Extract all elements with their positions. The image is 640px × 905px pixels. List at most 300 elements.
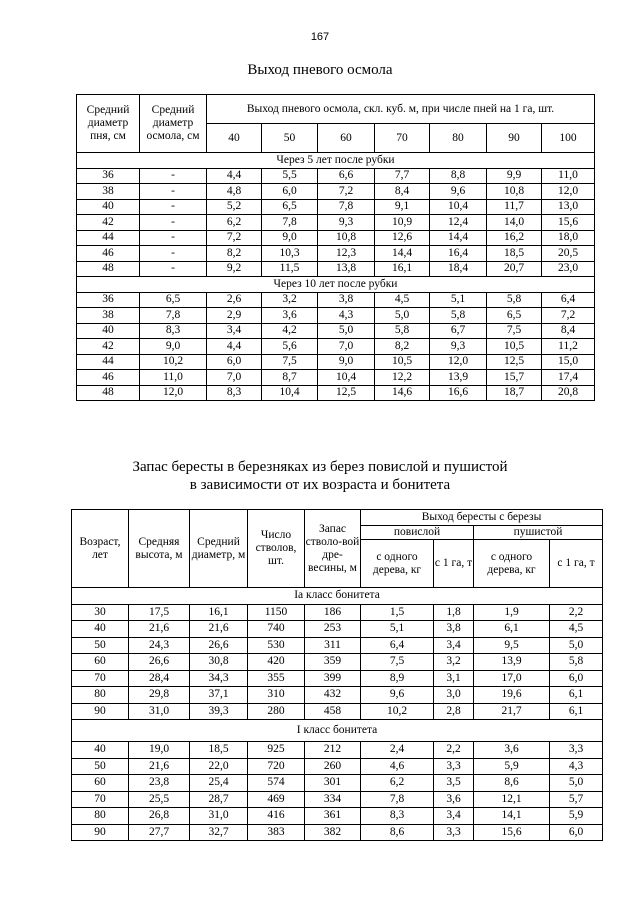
table-cell: 3,3	[434, 758, 474, 775]
table2-title	[0, 458, 640, 494]
table-cell: 3,8	[318, 292, 375, 308]
table-cell: 8,4	[542, 323, 595, 339]
table-cell: 10,3	[262, 246, 318, 262]
table-cell: 12,0	[140, 385, 207, 401]
table-cell: 11,2	[542, 339, 595, 355]
table-cell: 6,1	[474, 621, 550, 638]
table-cell: 574	[248, 775, 305, 792]
table-cell: 6,0	[550, 824, 603, 841]
table-cell: 14,4	[430, 230, 487, 246]
table-cell: 26,8	[129, 808, 190, 825]
table-cell: 3,8	[434, 621, 474, 638]
table-cell: 720	[248, 758, 305, 775]
table-cell: 48	[77, 261, 140, 277]
table-row	[72, 670, 603, 687]
table-cell: 8,6	[474, 775, 550, 792]
table-cell: -	[140, 230, 207, 246]
header-count: 60	[318, 124, 375, 153]
table-cell: 4,6	[361, 758, 434, 775]
table-cell: 6,6	[318, 168, 375, 184]
section-label: I класс бонитета	[72, 720, 603, 742]
header-age: Возраст, лет	[72, 510, 129, 588]
table-cell: 8,4	[375, 184, 430, 200]
header-per-ha: с 1 га, т	[550, 540, 603, 588]
table-row	[72, 654, 603, 671]
table-cell: 18,5	[190, 742, 248, 759]
table-cell: 28,4	[129, 670, 190, 687]
table-row	[77, 385, 595, 401]
table-cell: 6,7	[430, 323, 487, 339]
table-cell: 9,0	[318, 354, 375, 370]
table-cell: 5,9	[550, 808, 603, 825]
table-cell: 10,5	[375, 354, 430, 370]
table-cell: 5,0	[318, 323, 375, 339]
table-cell: 40	[72, 621, 129, 638]
header-stem-count: Число стволов, шт.	[248, 510, 305, 588]
table-cell: 36	[77, 168, 140, 184]
table-cell: 26,6	[190, 637, 248, 654]
table-cell: 3,4	[434, 637, 474, 654]
table-cell: 8,6	[361, 824, 434, 841]
table-cell: 23,0	[542, 261, 595, 277]
table-cell: 4,2	[262, 323, 318, 339]
table-cell: 9,0	[140, 339, 207, 355]
table-cell: 1150	[248, 604, 305, 621]
table-row	[72, 775, 603, 792]
table-cell: 18,0	[542, 230, 595, 246]
table-cell: 70	[72, 670, 129, 687]
table-cell: 432	[305, 687, 361, 704]
table-cell: 7,8	[262, 215, 318, 231]
table-cell: 5,1	[361, 621, 434, 638]
table-cell: 7,0	[318, 339, 375, 355]
table-row	[77, 308, 595, 324]
table-cell: 12,4	[430, 215, 487, 231]
table-cell: 7,5	[262, 354, 318, 370]
table-cell: 3,2	[434, 654, 474, 671]
table-cell: 12,6	[375, 230, 430, 246]
table-cell: 12,0	[542, 184, 595, 200]
table-cell: 44	[77, 354, 140, 370]
table-cell: 31,0	[190, 808, 248, 825]
table-cell: 31,0	[129, 703, 190, 720]
table-cell: 13,0	[542, 199, 595, 215]
table-cell: 5,8	[430, 308, 487, 324]
table-cell: 60	[72, 654, 129, 671]
section-label: Через 10 лет после рубки	[77, 277, 595, 293]
table-row	[72, 742, 603, 759]
table-cell: 7,2	[318, 184, 375, 200]
table-cell: 6,0	[207, 354, 262, 370]
table-row	[77, 354, 595, 370]
table-cell: 14,1	[474, 808, 550, 825]
table-cell: 5,6	[262, 339, 318, 355]
table-cell: 311	[305, 637, 361, 654]
table-cell: 4,8	[207, 184, 262, 200]
table-cell: 8,7	[262, 370, 318, 386]
table-cell: 37,1	[190, 687, 248, 704]
table-cell: 12,5	[318, 385, 375, 401]
table-cell: 20,7	[487, 261, 542, 277]
table-cell: 9,3	[430, 339, 487, 355]
table-cell: 14,0	[487, 215, 542, 231]
table-cell: 13,8	[318, 261, 375, 277]
table-cell: 3,2	[262, 292, 318, 308]
table-cell: 32,7	[190, 824, 248, 841]
table-cell: 5,8	[375, 323, 430, 339]
table-row	[77, 323, 595, 339]
table-cell: 9,9	[487, 168, 542, 184]
table-cell: 30,8	[190, 654, 248, 671]
table-cell: 6,4	[542, 292, 595, 308]
table-cell: -	[140, 199, 207, 215]
table-cell: -	[140, 168, 207, 184]
table-cell: 20,8	[542, 385, 595, 401]
table-cell: 48	[77, 385, 140, 401]
table-cell: 7,2	[207, 230, 262, 246]
table-cell: 15,6	[542, 215, 595, 231]
table-cell: 6,5	[262, 199, 318, 215]
table-cell: 14,4	[375, 246, 430, 262]
table-row	[72, 758, 603, 775]
table-cell: 11,5	[262, 261, 318, 277]
table-cell: -	[140, 261, 207, 277]
table-cell: 186	[305, 604, 361, 621]
table-cell: 25,5	[129, 791, 190, 808]
section-row	[77, 153, 595, 169]
table-cell: 260	[305, 758, 361, 775]
section-label: Через 5 лет после рубки	[77, 153, 595, 169]
table-cell: 212	[305, 742, 361, 759]
table-cell: 4,5	[375, 292, 430, 308]
table-cell: 359	[305, 654, 361, 671]
table-cell: 27,7	[129, 824, 190, 841]
table-cell: 80	[72, 808, 129, 825]
table-cell: 18,7	[487, 385, 542, 401]
section-row	[72, 720, 603, 742]
table-cell: 34,3	[190, 670, 248, 687]
table-cell: -	[140, 184, 207, 200]
table-cell: 355	[248, 670, 305, 687]
table-row	[72, 824, 603, 841]
table-cell: 6,0	[262, 184, 318, 200]
table-cell: 6,1	[550, 703, 603, 720]
header-resin-diameter: Средний диаметр осмола, см	[140, 95, 207, 153]
table-cell: 420	[248, 654, 305, 671]
table-cell: 7,5	[487, 323, 542, 339]
table-cell: 21,6	[190, 621, 248, 638]
table-cell: 301	[305, 775, 361, 792]
table-cell: 5,8	[550, 654, 603, 671]
table-cell: 2,2	[550, 604, 603, 621]
table-cell: 2,9	[207, 308, 262, 324]
table-cell: 5,1	[430, 292, 487, 308]
table-cell: 50	[72, 637, 129, 654]
table-cell: 16,4	[430, 246, 487, 262]
table-cell: 3,4	[434, 808, 474, 825]
table-cell: 16,2	[487, 230, 542, 246]
header-count: 80	[430, 124, 487, 153]
table-cell: 6,1	[550, 687, 603, 704]
table-row	[77, 339, 595, 355]
table-cell: -	[140, 215, 207, 231]
table-cell: 6,4	[361, 637, 434, 654]
table-cell: 15,7	[487, 370, 542, 386]
table-row	[72, 808, 603, 825]
table-cell: 15,6	[474, 824, 550, 841]
table-cell: 2,8	[434, 703, 474, 720]
table-cell: 399	[305, 670, 361, 687]
table-cell: 80	[72, 687, 129, 704]
table-cell: 383	[248, 824, 305, 841]
table-row	[77, 199, 595, 215]
table-cell: 9,6	[361, 687, 434, 704]
table-cell: 90	[72, 824, 129, 841]
table-cell: 9,2	[207, 261, 262, 277]
table-row	[72, 621, 603, 638]
table-cell: 334	[305, 791, 361, 808]
table-cell: 42	[77, 215, 140, 231]
table-cell: 25,4	[190, 775, 248, 792]
table-row	[77, 184, 595, 200]
table-cell: 17,5	[129, 604, 190, 621]
table-row	[77, 215, 595, 231]
table-birch-bark-stock	[71, 509, 603, 841]
table-cell: 458	[305, 703, 361, 720]
table-cell: 10,4	[430, 199, 487, 215]
table-cell: 12,5	[487, 354, 542, 370]
table-row	[72, 637, 603, 654]
table-row	[72, 687, 603, 704]
table-cell: 24,3	[129, 637, 190, 654]
table-cell: 5,0	[375, 308, 430, 324]
table2-title-line1: Запас бересты в березняках из берез повислой и пушистой	[132, 459, 508, 475]
table-cell: -	[140, 246, 207, 262]
table-cell: 3,1	[434, 670, 474, 687]
table-cell: 469	[248, 791, 305, 808]
page-number: 167	[310, 31, 330, 43]
table-cell: 38	[77, 308, 140, 324]
table-cell: 6,5	[140, 292, 207, 308]
table-cell: 2,2	[434, 742, 474, 759]
table-cell: 382	[305, 824, 361, 841]
table-cell: 40	[72, 742, 129, 759]
table-cell: 16,1	[375, 261, 430, 277]
table-cell: 7,0	[207, 370, 262, 386]
header-pubescens: пушистой	[474, 526, 603, 540]
table-cell: 21,7	[474, 703, 550, 720]
table-cell: 16,1	[190, 604, 248, 621]
table-cell: 60	[72, 775, 129, 792]
table1-title: Выход пневого осмола	[247, 62, 393, 78]
table-cell: 3,6	[434, 791, 474, 808]
table-cell: 1,8	[434, 604, 474, 621]
table-cell: 3,6	[474, 742, 550, 759]
table-cell: 3,3	[550, 742, 603, 759]
table-cell: 46	[77, 370, 140, 386]
header-bark-yield-group: Выход бересты с березы	[361, 510, 603, 526]
table-row	[77, 246, 595, 262]
table-cell: 16,6	[430, 385, 487, 401]
table-cell: 11,0	[140, 370, 207, 386]
table-cell: 530	[248, 637, 305, 654]
table-cell: 20,5	[542, 246, 595, 262]
header-per-tree: с одного дерева, кг	[361, 540, 434, 588]
table-cell: 4,3	[318, 308, 375, 324]
table-cell: 40	[77, 323, 140, 339]
table-cell: 10,4	[318, 370, 375, 386]
table-cell: 23,8	[129, 775, 190, 792]
table-cell: 12,0	[430, 354, 487, 370]
header-height: Средняя высота, м	[129, 510, 190, 588]
table-cell: 44	[77, 230, 140, 246]
table-cell: 8,9	[361, 670, 434, 687]
table-cell: 21,6	[129, 758, 190, 775]
table-cell: 26,6	[129, 654, 190, 671]
table-row	[77, 292, 595, 308]
table-cell: 7,7	[375, 168, 430, 184]
table-cell: 12,2	[375, 370, 430, 386]
table-cell: 253	[305, 621, 361, 638]
table-cell: 280	[248, 703, 305, 720]
table-cell: 3,3	[434, 824, 474, 841]
table-cell: 29,8	[129, 687, 190, 704]
table-cell: 6,0	[550, 670, 603, 687]
table-cell: 11,7	[487, 199, 542, 215]
table-cell: 7,2	[542, 308, 595, 324]
table-cell: 7,5	[361, 654, 434, 671]
table-row	[77, 261, 595, 277]
table-cell: 90	[72, 703, 129, 720]
table-cell: 3,4	[207, 323, 262, 339]
header-count: 70	[375, 124, 430, 153]
table-cell: 30	[72, 604, 129, 621]
table-cell: 21,6	[129, 621, 190, 638]
table-cell: 42	[77, 339, 140, 355]
header-count: 90	[487, 124, 542, 153]
table2-title-line2: в зависимости от их возраста и бонитета	[189, 477, 451, 493]
table-cell: 38	[77, 184, 140, 200]
header-per-ha: с 1 га, т	[434, 540, 474, 588]
table-cell: 925	[248, 742, 305, 759]
table-cell: 19,6	[474, 687, 550, 704]
table-cell: 6,5	[487, 308, 542, 324]
table-row	[72, 703, 603, 720]
table-cell: 5,7	[550, 791, 603, 808]
table-cell: 5,9	[474, 758, 550, 775]
table-cell: 310	[248, 687, 305, 704]
table-cell: 8,8	[430, 168, 487, 184]
table-cell: 10,8	[487, 184, 542, 200]
table-cell: 361	[305, 808, 361, 825]
table-cell: 3,0	[434, 687, 474, 704]
table-cell: 12,1	[474, 791, 550, 808]
section-label: Iа класс бонитета	[72, 588, 603, 605]
table-cell: 39,3	[190, 703, 248, 720]
table-cell: 740	[248, 621, 305, 638]
table-cell: 6,2	[207, 215, 262, 231]
table-cell: 4,4	[207, 339, 262, 355]
table-cell: 1,5	[361, 604, 434, 621]
table-row	[77, 370, 595, 386]
table-cell: 9,5	[474, 637, 550, 654]
table-cell: 8,2	[375, 339, 430, 355]
table-cell: 13,9	[430, 370, 487, 386]
table-cell: 8,3	[361, 808, 434, 825]
table-cell: 9,1	[375, 199, 430, 215]
table-cell: 2,4	[361, 742, 434, 759]
table-cell: 8,3	[140, 323, 207, 339]
table-cell: 7,8	[318, 199, 375, 215]
table-row	[72, 604, 603, 621]
table-cell: 5,0	[550, 637, 603, 654]
table-cell: 4,5	[550, 621, 603, 638]
table-cell: 12,3	[318, 246, 375, 262]
table-cell: 5,0	[550, 775, 603, 792]
table-cell: 22,0	[190, 758, 248, 775]
table-cell: 5,5	[262, 168, 318, 184]
table-cell: 416	[248, 808, 305, 825]
table-cell: 10,2	[140, 354, 207, 370]
table-cell: 18,4	[430, 261, 487, 277]
section-row	[72, 588, 603, 605]
header-count: 100	[542, 124, 595, 153]
table-cell: 1,9	[474, 604, 550, 621]
table-cell: 46	[77, 246, 140, 262]
table-cell: 10,2	[361, 703, 434, 720]
table-cell: 36	[77, 292, 140, 308]
table-cell: 7,8	[361, 791, 434, 808]
table-cell: 15,0	[542, 354, 595, 370]
table-row	[77, 168, 595, 184]
table-cell: 50	[72, 758, 129, 775]
table-cell: 3,5	[434, 775, 474, 792]
table-cell: 19,0	[129, 742, 190, 759]
table-cell: 10,8	[318, 230, 375, 246]
table-row	[72, 791, 603, 808]
table-cell: 17,4	[542, 370, 595, 386]
header-diameter: Средний диаметр, м	[190, 510, 248, 588]
table-cell: 9,6	[430, 184, 487, 200]
table-row	[77, 230, 595, 246]
table-cell: 13,9	[474, 654, 550, 671]
table-cell: 5,2	[207, 199, 262, 215]
table-cell: 6,2	[361, 775, 434, 792]
table-cell: 28,7	[190, 791, 248, 808]
table-cell: 14,6	[375, 385, 430, 401]
table-cell: 4,4	[207, 168, 262, 184]
table-cell: 17,0	[474, 670, 550, 687]
table-stump-resin-yield	[76, 94, 595, 401]
table-cell: 9,3	[318, 215, 375, 231]
table-cell: 9,0	[262, 230, 318, 246]
table-cell: 5,8	[487, 292, 542, 308]
header-pendula: повислой	[361, 526, 474, 540]
table-cell: 70	[72, 791, 129, 808]
table-cell: 10,9	[375, 215, 430, 231]
table-cell: 2,6	[207, 292, 262, 308]
table-cell: 4,3	[550, 758, 603, 775]
header-count: 40	[207, 124, 262, 153]
header-count: 50	[262, 124, 318, 153]
table-cell: 10,4	[262, 385, 318, 401]
table-cell: 11,0	[542, 168, 595, 184]
table-cell: 8,3	[207, 385, 262, 401]
header-yield-group: Выход пневого осмола, скл. куб. м, при числе пней на 1 га, шт.	[207, 95, 595, 124]
section-row	[77, 277, 595, 293]
table-cell: 3,6	[262, 308, 318, 324]
header-wood-stock: Запас стволо-вой дре-весины, м	[305, 510, 361, 588]
